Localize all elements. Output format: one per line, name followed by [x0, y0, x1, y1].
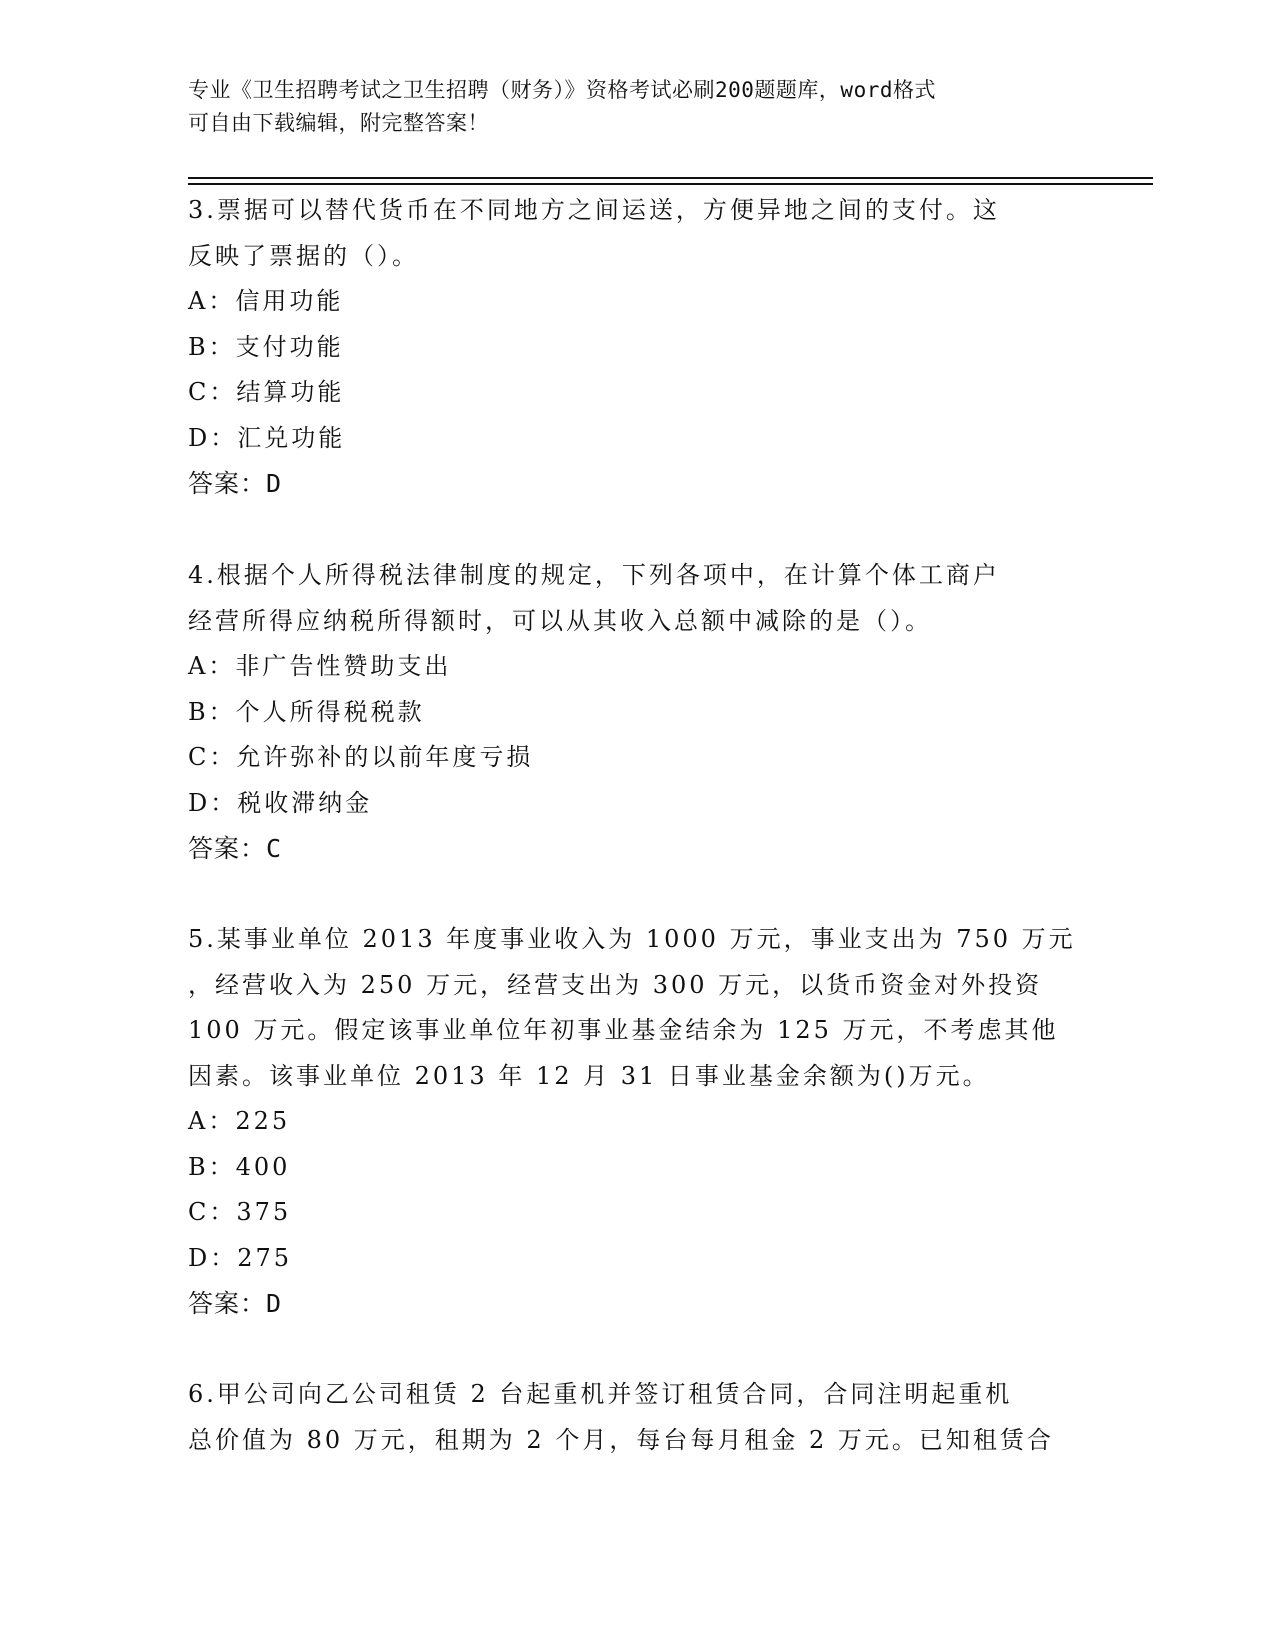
- header-line-2: 可自由下载编辑，附完整答案！: [188, 111, 489, 135]
- option-d: D：汇兑功能: [188, 423, 346, 452]
- option-a: A：信用功能: [188, 287, 344, 315]
- document-header: [188, 74, 1088, 140]
- question-text-line: ，经营收入为 250 万元，经营支出为 300 万元，以货币资金对外投资: [188, 970, 1043, 999]
- answer-label: 答案：: [188, 1289, 267, 1318]
- answer-line: [188, 1281, 1088, 1327]
- question-text-line: 100 万元。假定该事业单位年初事业基金结余为 125 万元，不考虑其他: [188, 1016, 1059, 1044]
- option-c: C：结算功能: [188, 378, 345, 406]
- option-c: C：375: [188, 1198, 292, 1226]
- answer-label: 答案：: [188, 834, 267, 863]
- question-text-line: 总价值为 80 万元，租期为 2 个月，每台每月租金 2 万元。已知租赁合: [188, 1425, 1054, 1454]
- question-4: [188, 553, 1088, 872]
- answer-line: [188, 461, 1088, 507]
- option-b: B：支付功能: [188, 332, 344, 361]
- answer-label: 答案：: [188, 469, 267, 498]
- question-6: [188, 1372, 1088, 1463]
- header-divider-top: [188, 177, 1153, 179]
- question-text-line: 5.某事业单位 2013 年度事业收入为 1000 万元，事业支出为 750 万元: [188, 925, 1076, 953]
- question-text-line: 4.根据个人所得税法律制度的规定，下列各项中，在计算个体工商户: [188, 561, 1000, 589]
- question-text-line: 6.甲公司向乙公司租赁 2 台起重机并签订租赁合同，合同注明起重机: [188, 1380, 1013, 1408]
- option-b: B：个人所得税税款: [188, 697, 425, 726]
- option-a: A：非广告性赞助支出: [188, 652, 452, 680]
- answer-value: D: [266, 1289, 283, 1318]
- header-divider-bottom: [188, 183, 1153, 185]
- question-5: [188, 917, 1088, 1327]
- answer-line: [188, 826, 1088, 872]
- question-text-line: 因素。该事业单位 2013 年 12 月 31 日事业基金余额为()万元。: [188, 1061, 990, 1090]
- option-d: D：税收滞纳金: [188, 788, 373, 817]
- question-3: [188, 188, 1088, 507]
- question-text-line: 反映了票据的（）。: [188, 241, 419, 270]
- option-c: C：允许弥补的以前年度亏损: [188, 743, 534, 771]
- option-a: A：225: [188, 1107, 291, 1135]
- answer-value: D: [266, 469, 283, 498]
- header-line-1: 专业《卫生招聘考试之卫生招聘（财务）》资格考试必刷200题题库，word格式: [188, 78, 936, 102]
- question-text-line: 3.票据可以替代货币在不同地方之间运送，方便异地之间的支付。这: [188, 196, 1000, 224]
- question-text-line: 经营所得应纳税所得额时，可以从其收入总额中减除的是（）。: [188, 606, 932, 635]
- option-b: B：400: [188, 1152, 291, 1181]
- option-d: D：275: [188, 1243, 293, 1272]
- answer-value: C: [266, 834, 283, 863]
